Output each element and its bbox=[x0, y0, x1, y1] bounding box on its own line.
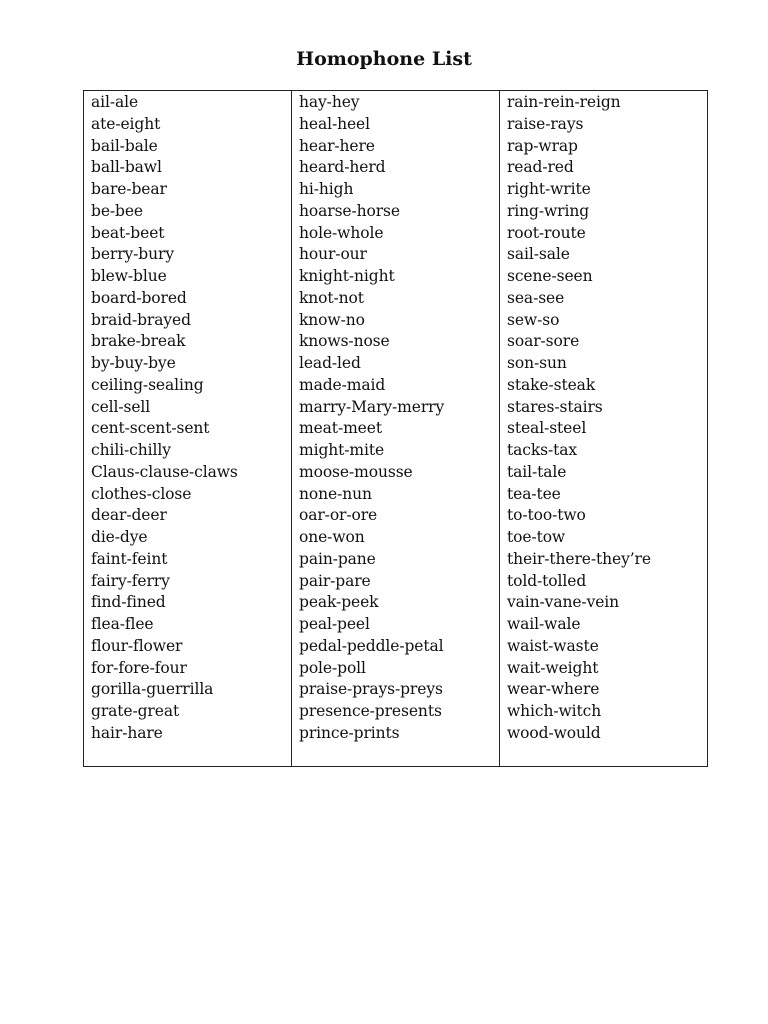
list-item: waist-waste bbox=[507, 636, 599, 655]
list-item: clothes-close bbox=[91, 484, 192, 503]
list-item: rap-wrap bbox=[507, 136, 578, 155]
list-item: wait-weight bbox=[507, 658, 599, 677]
list-item: for-fore-four bbox=[91, 658, 187, 677]
column-1 bbox=[84, 91, 292, 767]
table-row bbox=[84, 91, 708, 767]
word-list bbox=[91, 92, 291, 745]
list-item: knot-not bbox=[299, 288, 364, 307]
list-item: heard-herd bbox=[299, 158, 386, 177]
word-list bbox=[507, 92, 707, 745]
homophone-table bbox=[83, 90, 708, 767]
list-item: oar-or-ore bbox=[299, 506, 378, 525]
list-item: pain-pane bbox=[299, 549, 376, 568]
list-item: prince-prints bbox=[299, 723, 400, 742]
list-item: pedal-peddle-petal bbox=[299, 636, 444, 655]
list-item: presence-presents bbox=[299, 702, 442, 720]
list-item: knight-night bbox=[299, 267, 395, 285]
list-item: lead-led bbox=[299, 354, 361, 372]
list-item: sail-sale bbox=[507, 245, 570, 264]
list-item: pair-pare bbox=[299, 571, 371, 590]
list-item: gorilla-guerrilla bbox=[91, 680, 214, 699]
list-item: tea-tee bbox=[507, 484, 561, 503]
list-item: Claus-clause-claws bbox=[91, 462, 238, 481]
list-item: their-there-they’re bbox=[507, 549, 651, 568]
list-item: ring-wring bbox=[507, 201, 590, 220]
list-item: stares-stairs bbox=[507, 397, 603, 416]
list-item: praise-prays-preys bbox=[299, 680, 443, 699]
list-item: ball-bawl bbox=[91, 158, 162, 177]
list-item: tacks-tax bbox=[507, 441, 578, 459]
list-item: cell-sell bbox=[91, 397, 151, 416]
list-item: peal-peel bbox=[299, 615, 370, 633]
column-3 bbox=[500, 91, 708, 767]
list-item: sew-so bbox=[507, 310, 560, 329]
list-item: dear-deer bbox=[91, 506, 167, 525]
list-item: hair-hare bbox=[91, 723, 163, 742]
list-item: by-buy-bye bbox=[91, 354, 176, 372]
list-item: root-route bbox=[507, 223, 586, 242]
list-item: flour-flower bbox=[91, 636, 183, 655]
list-item: brake-break bbox=[91, 332, 186, 351]
list-item: ceiling-sealing bbox=[91, 375, 204, 394]
list-item: pole-poll bbox=[299, 658, 366, 677]
list-item: peak-peek bbox=[299, 593, 379, 612]
list-item: wail-wale bbox=[507, 615, 581, 633]
list-item: to-too-two bbox=[507, 506, 586, 525]
page-title: Homophone List bbox=[296, 48, 472, 70]
list-item: ail-ale bbox=[91, 93, 139, 111]
list-item: hole-whole bbox=[299, 223, 384, 242]
list-item: wood-would bbox=[507, 723, 601, 742]
list-item: scene-seen bbox=[507, 267, 593, 285]
list-item: right-write bbox=[507, 180, 591, 198]
list-item: moose-mousse bbox=[299, 462, 413, 481]
list-item: heal-heel bbox=[299, 114, 370, 133]
list-item: marry-Mary-merry bbox=[299, 397, 445, 416]
list-item: hi-high bbox=[299, 180, 354, 198]
list-item: braid-brayed bbox=[91, 310, 191, 329]
list-item: know-no bbox=[299, 310, 365, 329]
list-item: made-maid bbox=[299, 375, 386, 394]
list-item: hoarse-horse bbox=[299, 201, 400, 220]
list-item: bare-bear bbox=[91, 180, 167, 198]
list-item: cent-scent-sent bbox=[91, 419, 210, 438]
list-item: steal-steel bbox=[507, 419, 587, 438]
word-list bbox=[299, 92, 499, 745]
list-item: might-mite bbox=[299, 441, 385, 459]
list-item: flea-flee bbox=[91, 615, 154, 633]
list-item: which-witch bbox=[507, 702, 602, 720]
list-item: sea-see bbox=[507, 288, 565, 307]
list-item: son-sun bbox=[507, 354, 567, 372]
column-2 bbox=[292, 91, 500, 767]
list-item: toe-tow bbox=[507, 528, 566, 546]
list-item: soar-sore bbox=[507, 332, 580, 351]
list-item: vain-vane-vein bbox=[507, 593, 620, 612]
list-item: grate-great bbox=[91, 702, 180, 720]
list-item: hear-here bbox=[299, 136, 375, 155]
list-item: none-nun bbox=[299, 484, 372, 503]
list-item: hay-hey bbox=[299, 93, 360, 111]
list-item: knows-nose bbox=[299, 332, 390, 351]
list-item: hour-our bbox=[299, 245, 367, 264]
list-item: wear-where bbox=[507, 680, 600, 699]
list-item: faint-feint bbox=[91, 549, 168, 568]
list-item: chili-chilly bbox=[91, 441, 171, 459]
list-item: ate-eight bbox=[91, 114, 161, 133]
list-item: read-red bbox=[507, 158, 574, 177]
list-item: one-won bbox=[299, 528, 365, 546]
list-item: rain-rein-reign bbox=[507, 93, 621, 111]
list-item: raise-rays bbox=[507, 114, 584, 133]
list-item: die-dye bbox=[91, 528, 148, 546]
list-item: find-fined bbox=[91, 593, 166, 612]
list-item: stake-steak bbox=[507, 375, 596, 394]
list-item: bail-bale bbox=[91, 136, 158, 155]
list-item: beat-beet bbox=[91, 223, 165, 242]
list-item: be-bee bbox=[91, 201, 144, 220]
list-item: berry-bury bbox=[91, 245, 174, 264]
list-item: fairy-ferry bbox=[91, 571, 170, 590]
list-item: told-tolled bbox=[507, 571, 587, 590]
list-item: tail-tale bbox=[507, 462, 567, 481]
list-item: board-bored bbox=[91, 288, 187, 307]
list-item: meat-meet bbox=[299, 419, 382, 438]
list-item: blew-blue bbox=[91, 267, 167, 285]
